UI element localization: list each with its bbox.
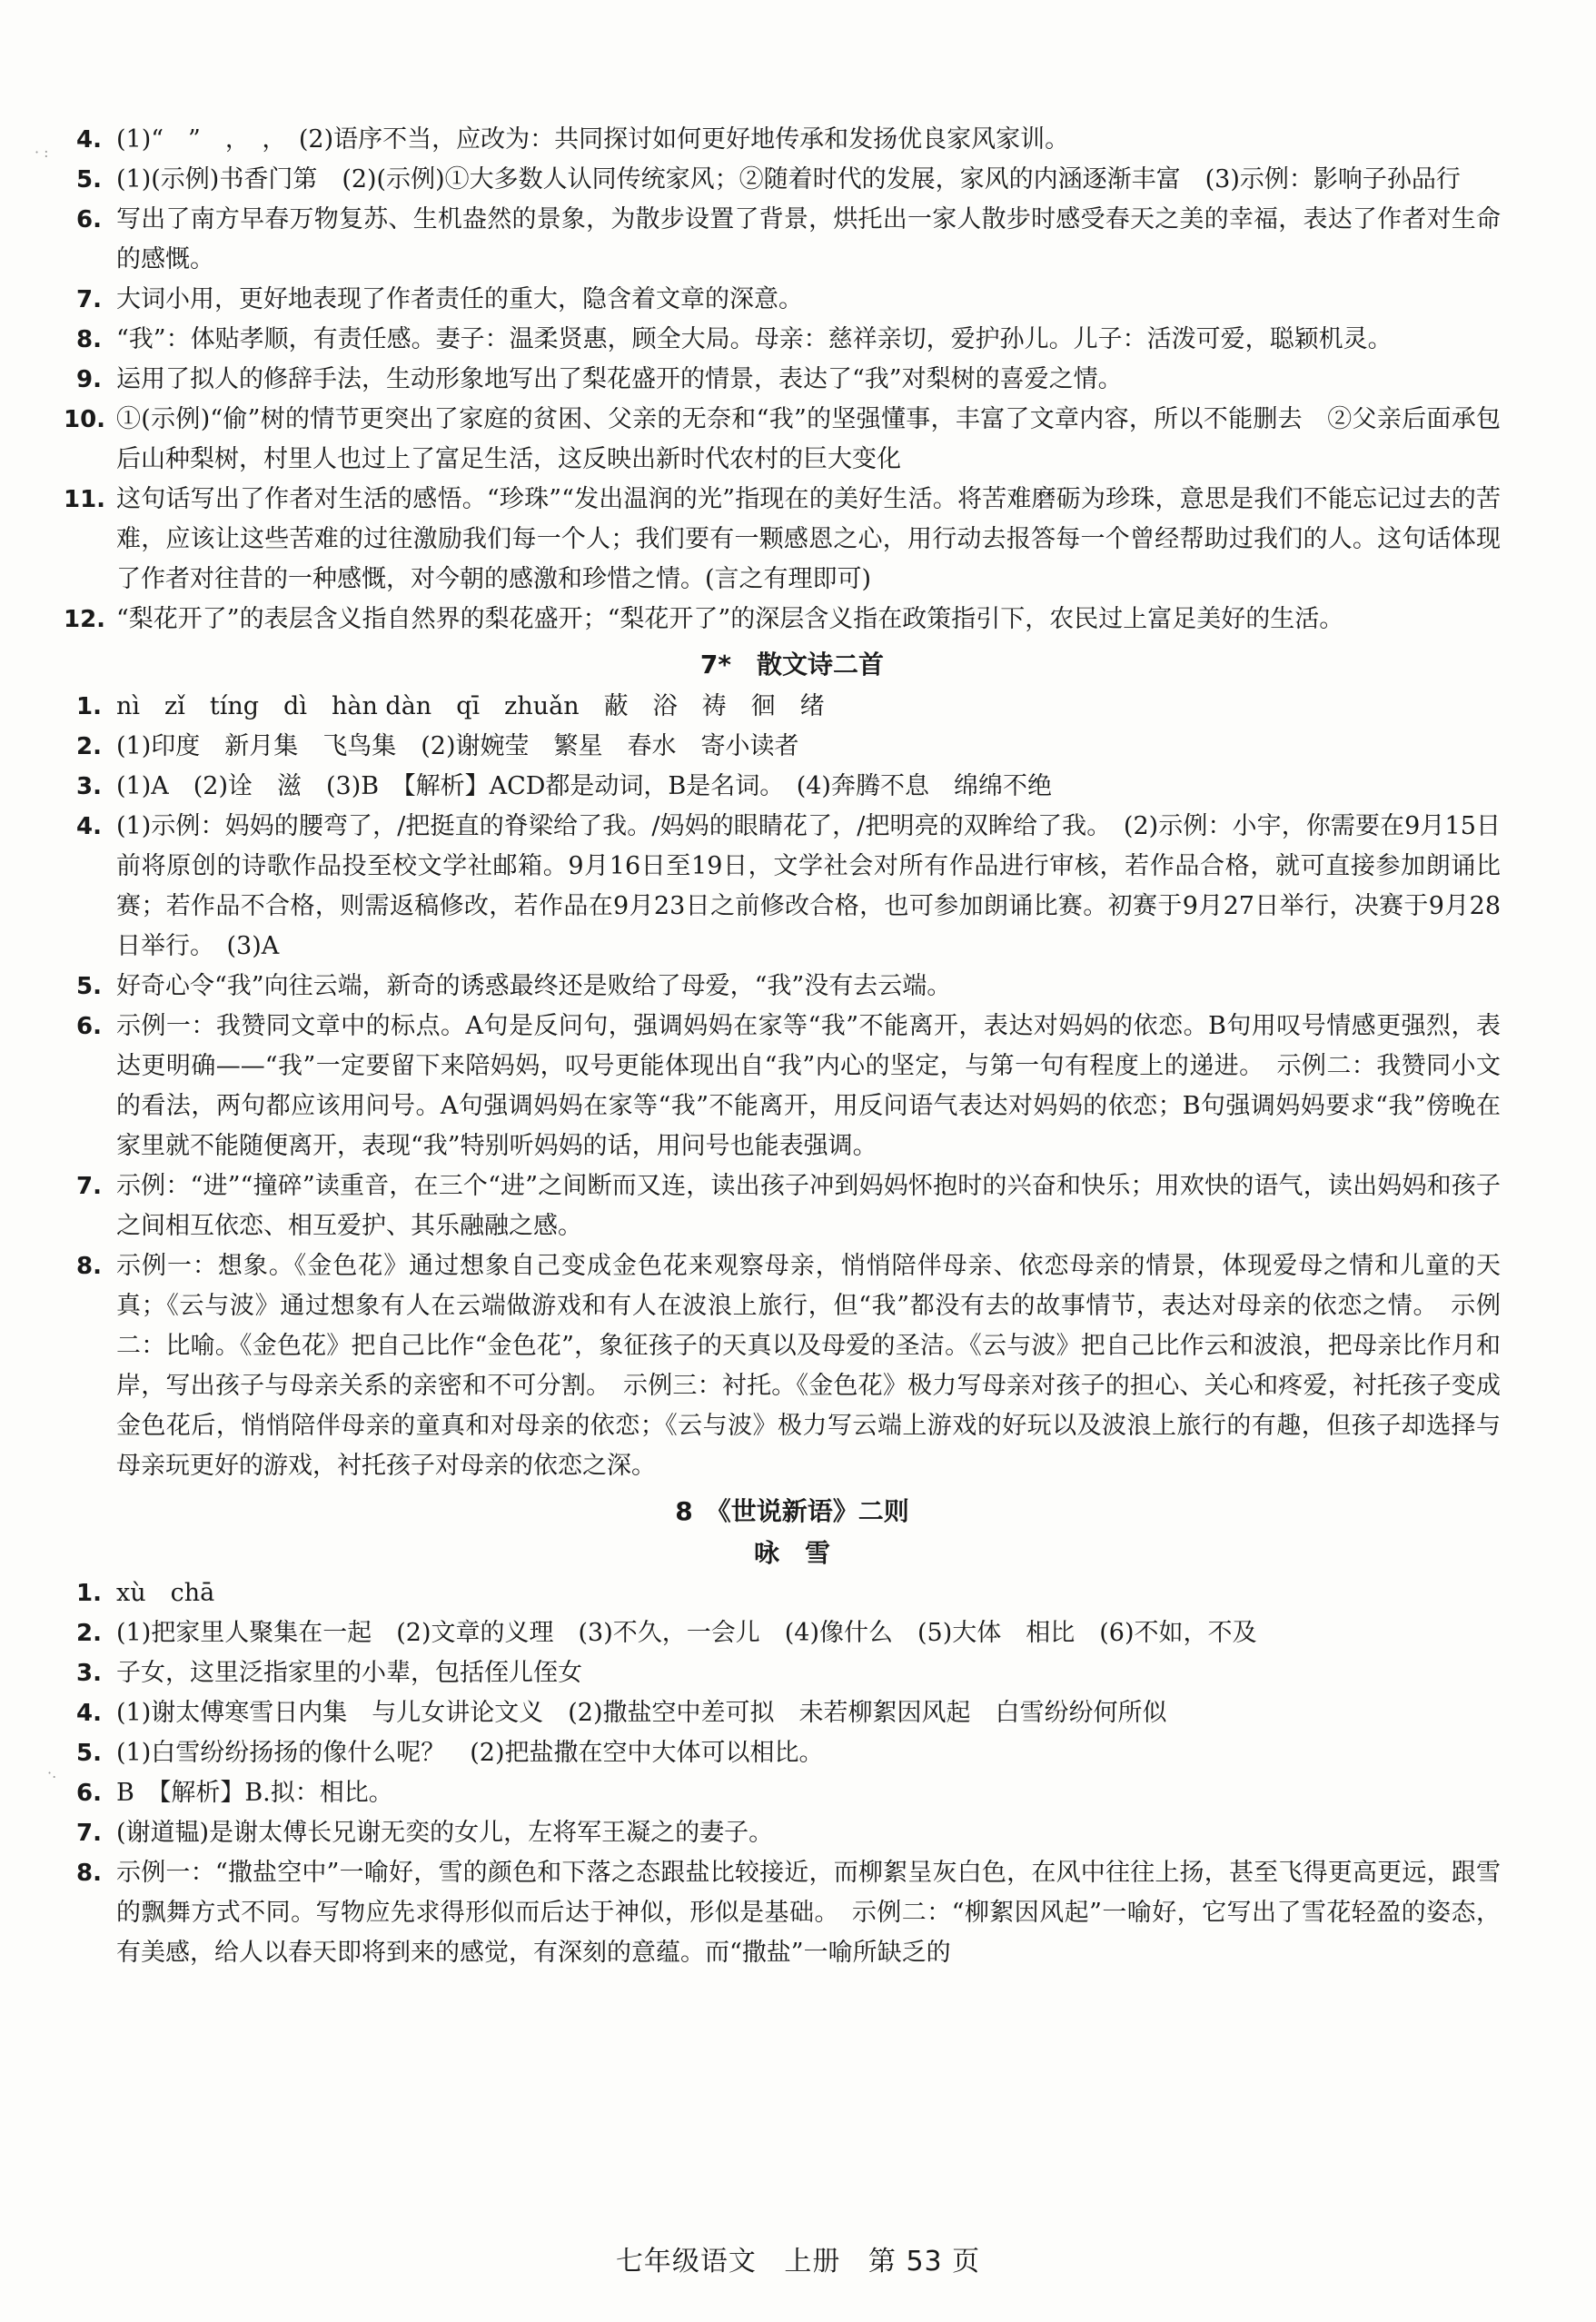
answer-number: 10. <box>64 406 106 433</box>
answer-text: B 【解析】B.拟：相比。 <box>116 1779 393 1807</box>
page-footer <box>0 2242 1596 2282</box>
answer-number: 5. <box>76 973 102 1000</box>
answer-text: 这句话写出了作者对生活的感悟。“珍珠”“发出温润的光”指现在的美好生活。将苦难磨砺为珍珠，意思是我们不能忘记过去的苦难，应该让这些苦难的过往激励我们每一个人；我们要有一颗感恩之心，用行动去报答每一个曾经帮助过我们的人。这句话体现了作者对往昔的一种感慨，对今朝的感激和珍惜之情。(言之有理即可) <box>116 485 1501 593</box>
section-8-subtitle: 咏 雪 <box>753 1538 830 1568</box>
answer-text: xù chā <box>116 1579 215 1607</box>
answer-number: 9. <box>76 366 102 393</box>
scan-mark: ·. <box>47 1764 57 1781</box>
answer-item <box>76 1653 1501 1693</box>
answer-text: 示例一：我赞同文章中的标点。A句是反问句，强调妈妈在家等“我”不能离开，表达对妈妈的依恋。B句用叹号情感更强烈，表达更明确——“我”一定要留下来陪妈妈，叹号更能体现出自“我”内心的坚定，与第一句有程度上的递进。 示例二：我赞同小文的看法，两句都应该用问号。A句强调妈妈在家等“我”不能离开，用反问语气表达对妈妈的依恋；B句强调妈妈要求“我”傍晚在家里就不能随便离开，表现“我”特别听妈妈的话，用问号也能表强调。 <box>116 1012 1501 1160</box>
answer-number: 5. <box>76 166 102 194</box>
answer-text: “梨花开了”的表层含义指自然界的梨花盛开；“梨花开了”的深层含义指在政策指引下，农民过上富足美好的生活。 <box>116 605 1344 633</box>
answer-item <box>76 360 1501 400</box>
answer-text: (1)示例：妈妈的腰弯了，/把挺直的脊梁给了我。/妈妈的眼睛花了，/把明亮的双眸给了我。 (2)示例：小宇，你需要在9月15日前将原创的诗歌作品投至校文学社邮箱。9月16日至19日，文学社会对所有作品进行审核，若作品合格，就可直接参加朗诵比赛；若作品不合格，则需返稿修改，若作品在9月23日之前修改合格，也可参加朗诵比赛。初赛于9月27日举行，决赛于9月28日举行。 (3)A <box>116 812 1501 960</box>
scan-mark: · : <box>35 144 49 161</box>
answer-item <box>76 160 1501 200</box>
answer-number: 7. <box>76 286 102 313</box>
footer-grade-subject: 七年级语文 <box>615 2246 757 2277</box>
answer-item <box>76 727 1501 767</box>
answer-number: 4. <box>76 813 102 840</box>
section-7-title: 7* 散文诗二首 <box>699 650 885 680</box>
answer-text: (1)“ ” ， ， (2)语序不当，应改为：共同探讨如何更好地传承和发扬优良家风家训。 <box>116 125 1070 154</box>
answer-number: 1. <box>76 1580 102 1607</box>
section-8-title: 8 《世说新语》二则 <box>675 1496 909 1526</box>
answer-text: 示例一：想象。《金色花》通过想象自己变成金色花来观察母亲，悄悄陪伴母亲、依恋母亲的情景，体现爱母之情和儿童的天真；《云与波》通过想象有人在云端做游戏和有人在波浪上旅行，但“我”都没有去的故事情节，表达对母亲的依恋之情。 示例二：比喻。《金色花》把自己比作“金色花”，象征孩子的天真以及母爱的圣洁。《云与波》把自己比作云和波浪，把母亲比作月和岸，写出孩子与母亲关系的亲密和不可分割。 示例三：衬托。《金色花》极力写母亲对孩子的担心、关心和疼爱，衬托孩子变成金色花后，悄悄陪伴母亲的童真和对母亲的依恋；《云与波》极力写云端上游戏的好玩以及波浪上旅行的有趣，但孩子却选择与母亲玩更好的游戏，衬托孩子对母亲的依恋之深。 <box>116 1252 1501 1480</box>
answer-number: 8. <box>76 1253 102 1280</box>
answer-item <box>76 200 1501 280</box>
answer-item <box>64 600 1501 640</box>
answer-number: 3. <box>76 1660 102 1687</box>
answer-text: 示例：“进”“撞碎”读重音，在三个“进”之间断而又连，读出孩子冲到妈妈怀抱时的兴奋和快乐；用欢快的语气，读出妈妈和孩子之间相互依恋、相互爱护、其乐融融之感。 <box>116 1172 1501 1240</box>
answer-item <box>76 807 1501 967</box>
answer-number: 8. <box>76 1860 102 1887</box>
answer-text: (1)谢太傅寒雪日内集 与儿女讲论文义 (2)撒盐空中差可拟 未若柳絮因风起 白雪纷纷何所似 <box>116 1699 1167 1727</box>
answer-list <box>64 120 1501 1973</box>
answer-item <box>76 1613 1501 1653</box>
answer-item <box>76 280 1501 320</box>
answer-number: 8. <box>76 326 102 353</box>
answer-item <box>76 767 1501 807</box>
answer-item <box>64 480 1501 600</box>
answer-item <box>76 1733 1501 1773</box>
answer-text: 大词小用，更好地表现了作者责任的重大，隐含着文章的深意。 <box>116 285 803 313</box>
answer-number: 7. <box>76 1820 102 1847</box>
answer-number: 3. <box>76 773 102 800</box>
answer-text: (1)白雪纷纷扬扬的像什么呢？ (2)把盐撒在空中大体可以相比。 <box>116 1739 824 1767</box>
answer-item <box>76 1853 1501 1973</box>
answer-number: 2. <box>76 733 102 760</box>
answer-number: 1. <box>76 693 102 720</box>
answer-text: (谢道韫)是谢太傅长兄谢无奕的女儿，左将军王凝之的妻子。 <box>116 1819 774 1847</box>
answer-text: 好奇心令“我”向往云端，新奇的诱惑最终还是败给了母爱，“我”没有去云端。 <box>116 972 952 1000</box>
answer-text: “我”：体贴孝顺，有责任感。妻子：温柔贤惠，顾全大局。母亲：慈祥亲切，爱护孙儿。儿子：活泼可爱，聪颖机灵。 <box>116 325 1393 353</box>
answer-item <box>76 1693 1501 1733</box>
answer-text: ①(示例)“偷”树的情节更突出了家庭的贫困、父亲的无奈和“我”的坚强懂事，丰富了文章内容，所以不能删去 ②父亲后面承包后山种梨树，村里人也过上了富足生活，这反映出新时代农村的巨大变化 <box>116 405 1501 473</box>
answer-item <box>76 687 1501 727</box>
answer-text: 运用了拟人的修辞手法，生动形象地写出了梨花盛开的情景，表达了“我”对梨树的喜爱之情。 <box>116 365 1123 393</box>
answer-number: 12. <box>64 606 106 633</box>
answer-item <box>76 967 1501 1007</box>
answer-number: 4. <box>76 126 102 154</box>
answer-item <box>76 1007 1501 1166</box>
answer-item <box>76 1246 1501 1486</box>
lesson-8-answers <box>76 1573 1501 1973</box>
answer-number: 2. <box>76 1620 102 1647</box>
answer-text: 写出了南方早春万物复苏、生机盎然的景象，为散步设置了背景，烘托出一家人散步时感受春天之美的幸福，表达了作者对生命的感慨。 <box>116 205 1501 273</box>
answer-text: (1)(示例)书香门第 (2)(示例)①大多数人认同传统家风；②随着时代的发展，家风的内涵逐渐丰富 (3)示例：影响子孙品行 <box>116 165 1461 194</box>
answer-item <box>76 320 1501 360</box>
answer-text: (1)把家里人聚集在一起 (2)文章的义理 (3)不久，一会儿 (4)像什么 (5)大体 相比 (6)不如，不及 <box>116 1619 1257 1647</box>
answer-text: 子女，这里泛指家里的小辈，包括侄儿侄女 <box>116 1659 582 1687</box>
footer-volume: 上册 <box>784 2246 841 2277</box>
answer-item <box>76 1773 1501 1813</box>
answer-item <box>76 1166 1501 1246</box>
lesson-6-answers <box>64 120 1501 640</box>
answer-number: 4. <box>76 1700 102 1727</box>
answer-text: (1)A (2)诠 滋 (3)B 【解析】ACD都是动词，B是名词。 (4)奔腾不息 绵绵不绝 <box>116 772 1052 800</box>
footer-page-number: 第 53 页 <box>867 2246 981 2277</box>
lesson-7-answers <box>76 687 1501 1486</box>
answer-number: 5. <box>76 1740 102 1767</box>
answer-number: 11. <box>64 486 106 513</box>
answer-item <box>76 120 1501 160</box>
answer-number: 6. <box>76 1780 102 1807</box>
answer-number: 6. <box>76 1013 102 1040</box>
answer-item <box>76 1573 1501 1613</box>
answer-number: 7. <box>76 1173 102 1200</box>
answer-text: 示例一：“撒盐空中”一喻好，雪的颜色和下落之态跟盐比较接近，而柳絮呈灰白色，在风中往往上扬，甚至飞得更高更远，跟雪的飘舞方式不同。写物应先求得形似而后达于神似，形似是基础。 示例二：“柳絮因风起”一喻好，它写出了雪花轻盈的姿态，有美感，给人以春天即将到来的感觉，有深刻的意蕴。而“撒盐”一喻所缺乏的 <box>116 1859 1501 1967</box>
answer-item <box>64 400 1501 480</box>
answer-item <box>76 1813 1501 1853</box>
answer-text: (1)印度 新月集 飞鸟集 (2)谢婉莹 繁星 春水 寄小读者 <box>116 732 799 760</box>
answer-number: 6. <box>76 206 102 233</box>
answer-text: nì zǐ tíng dì hàn dàn qī zhuǎn 蔽 浴 祷 徊 绪 <box>116 692 825 720</box>
